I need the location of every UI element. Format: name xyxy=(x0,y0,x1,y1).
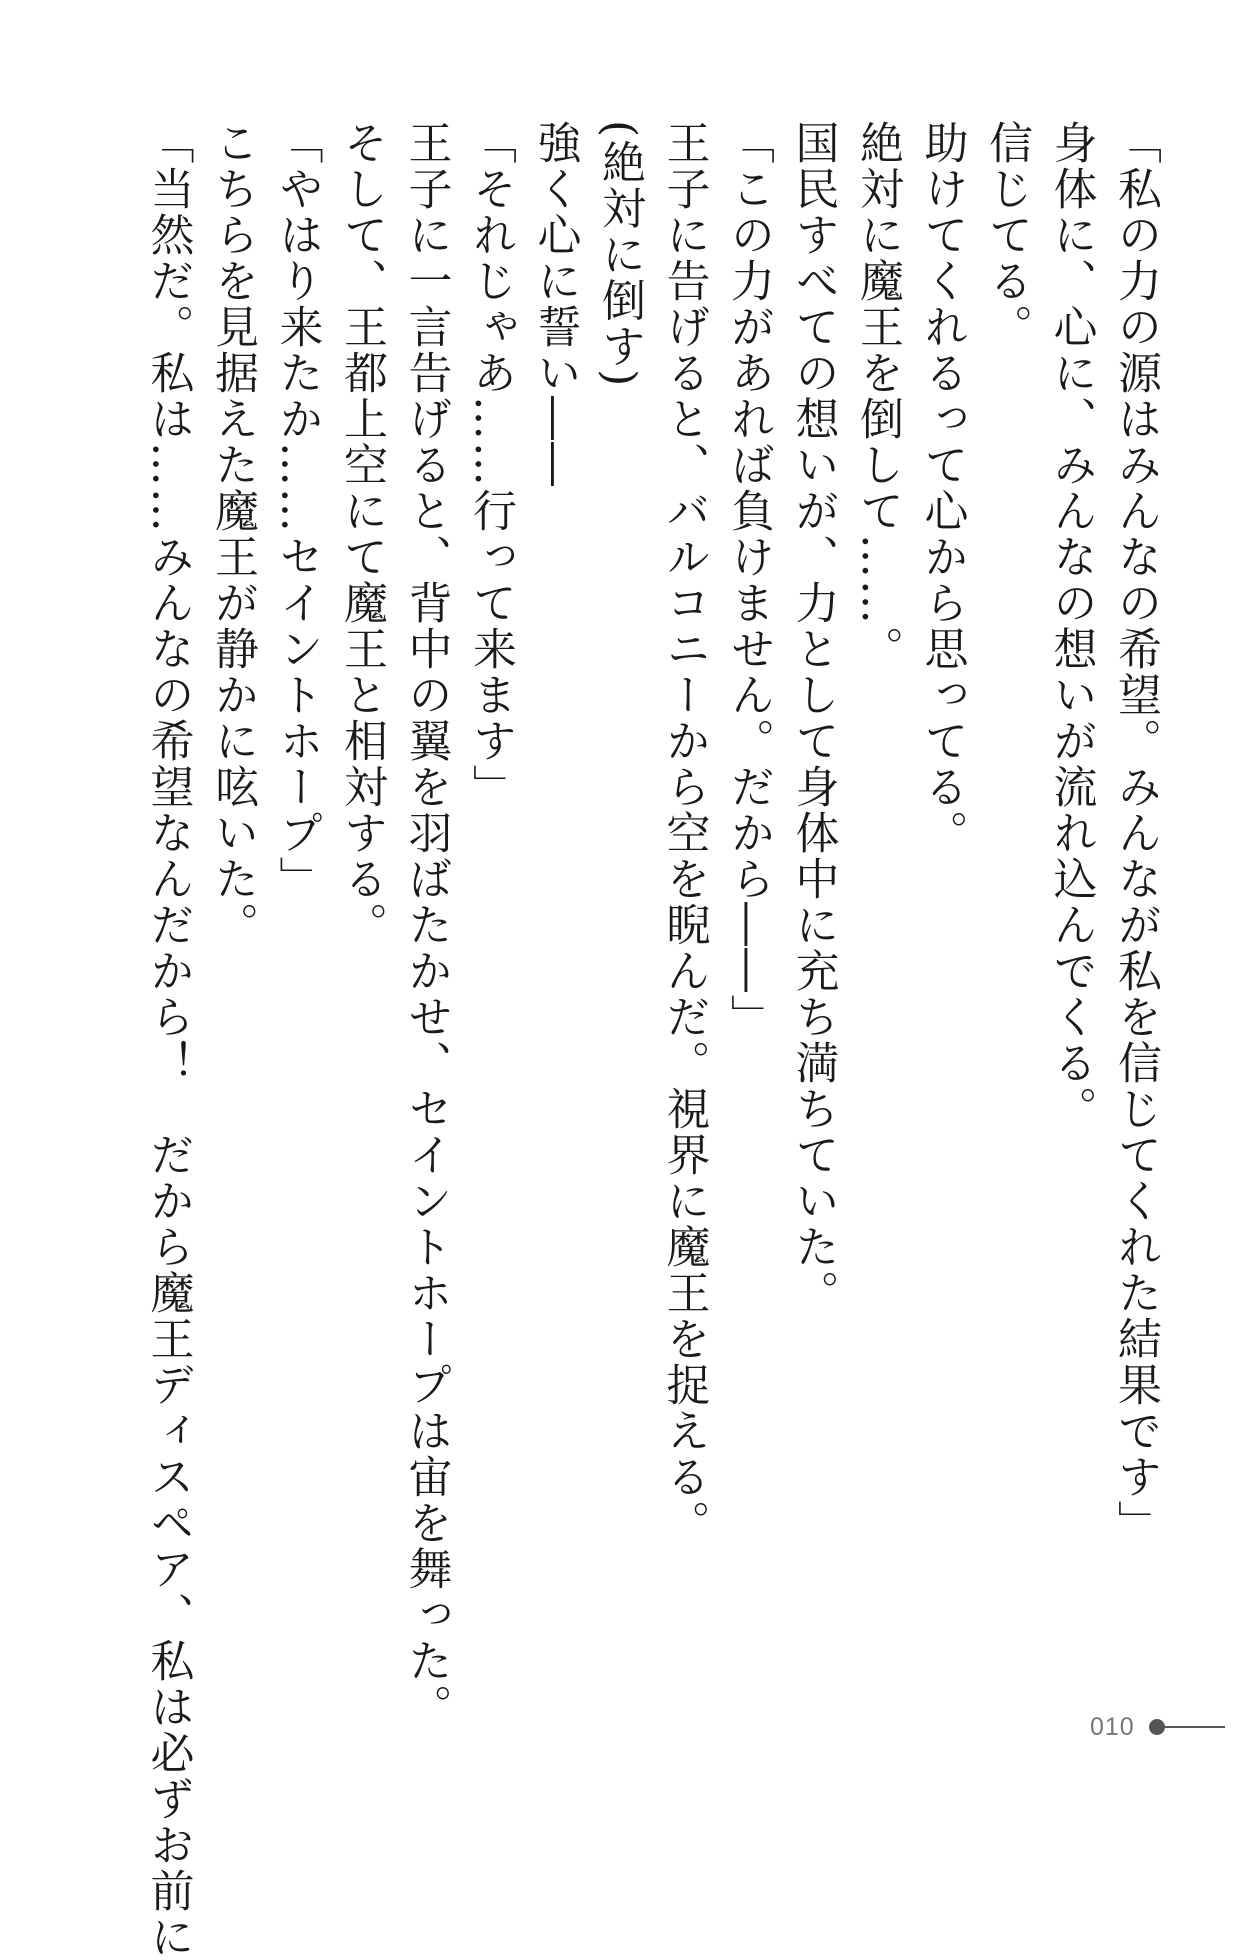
page-footer xyxy=(1090,1712,1225,1742)
text-line-1: 「私の力の源はみんなの希望。みんなが私を信じてくれた結果です」 xyxy=(1110,120,1161,1546)
text-line-14: 「やはり来たか……セイントホープ」 xyxy=(271,120,323,902)
text-line-9: (絶対に倒す) xyxy=(594,120,645,389)
text-line-7: 「この力があれば負けません。だから――」 xyxy=(723,120,774,1040)
text-line-2: 身体に、心に、みんなの想いが流れ込んでくる。 xyxy=(1045,120,1097,1132)
page-number: 010 xyxy=(1090,1712,1135,1741)
text-line-15: こちらを見据えた魔王が静かに呟いた。 xyxy=(207,120,258,948)
text-line-6: 国民すべての想いが、力として身体中に充ち満ちていた。 xyxy=(787,120,839,1316)
text-line-16: 「当然だ。私は……みんなの希望なんだから！ だから魔王ディスペア、私は必ずお前に xyxy=(142,120,194,1960)
text-line-10: 強く心に誓い―― xyxy=(529,120,581,488)
text-line-3: 信じてる。 xyxy=(981,120,1032,350)
text-line-12: 王子に一言告げると、背中の翼を羽ばたかせ、セイントホープは宙を舞った。 xyxy=(400,120,452,1730)
page-marker-dot xyxy=(1149,1719,1165,1735)
text-line-13: そして、王都上空にて魔王と相対する。 xyxy=(336,120,387,948)
text-line-4: 助けてくれるって心から思ってる。 xyxy=(916,120,968,856)
text-line-8: 王子に告げると、バルコニーから空を睨んだ。視界に魔王を捉える。 xyxy=(658,120,710,1546)
text-line-5: 絶対に魔王を倒して……。 xyxy=(852,120,903,672)
text-line-11: 「それじゃあ……行って来ます」 xyxy=(465,120,516,810)
page-marker-rule xyxy=(1165,1726,1225,1728)
